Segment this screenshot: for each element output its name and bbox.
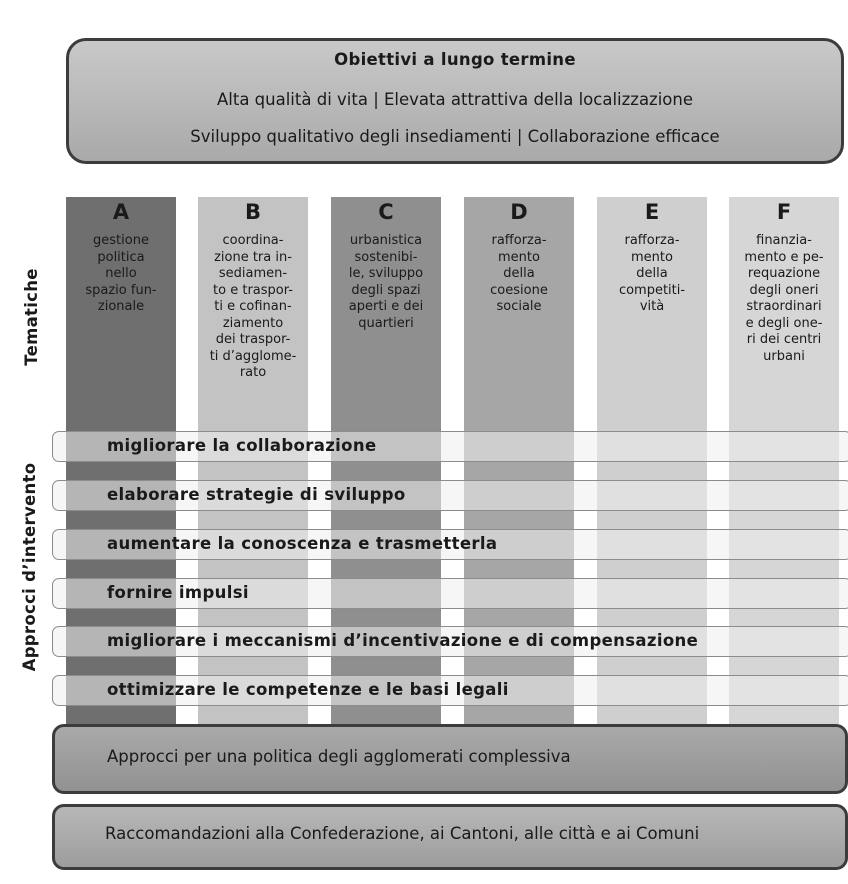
objectives-line-1: Alta qualità di vita | Elevata attrattiva della localizzazione <box>216 90 694 109</box>
theme-letter: E <box>644 200 660 224</box>
side-label-approaches: Approcci d’intervento <box>20 462 39 672</box>
approach-label: aumentare la conoscenza e trasmetterla <box>107 534 498 553</box>
approach-label: fornire impulsi <box>107 583 249 602</box>
theme-letter: B <box>244 200 261 224</box>
theme-text: rafforza- mento della competiti- vità <box>618 233 686 314</box>
theme-text: coordina- zione tra in- sediamen- to e traspor- ti e cofinan- ziamento dei traspor- ti d’agglome- rato <box>209 233 297 380</box>
approach-row <box>52 529 848 560</box>
approach-label: migliorare i meccanismi d’incentivazione e di compensazione <box>107 631 699 650</box>
approach-label: migliorare la collaborazione <box>107 436 377 455</box>
objectives-title: Obiettivi a lungo termine <box>334 50 576 69</box>
approach-row <box>52 626 848 657</box>
theme-letter: F <box>776 200 792 224</box>
theme-text: urbanistica sostenibi- le, sviluppo degli spazi aperti e dei quartieri <box>348 233 424 331</box>
approach-label: ottimizzare le competenze e le basi legali <box>107 680 509 699</box>
theme-letter: C <box>378 200 394 224</box>
recommendations-box <box>52 804 848 870</box>
approach-row <box>52 578 848 609</box>
side-label-themes: Tematiche <box>22 268 41 366</box>
recommendations-text: Raccomandazioni alla Confederazione, ai Cantoni, alle città e ai Comuni <box>105 824 700 843</box>
objectives-box <box>66 38 844 164</box>
theme-text: finanzia- mento e pe- requazione degli oneri straordinari e degli one- ri dei centri urbani <box>744 233 824 364</box>
overall-policy-box <box>52 724 848 794</box>
objectives-line-2: Sviluppo qualitativo degli insediamenti | Collaborazione efficace <box>190 127 720 146</box>
approach-row <box>52 675 848 706</box>
theme-text: rafforza- mento della coesione sociale <box>490 233 548 314</box>
approach-row <box>52 480 848 511</box>
approach-label: elaborare strategie di sviluppo <box>107 485 406 504</box>
theme-letter: A <box>112 200 130 224</box>
theme-letter: D <box>510 200 528 224</box>
theme-text: gestione politica nello spazio fun- zionale <box>85 233 157 314</box>
overall-policy-text: Approcci per una politica degli agglomerati complessiva <box>107 747 571 766</box>
approach-row <box>52 431 848 462</box>
